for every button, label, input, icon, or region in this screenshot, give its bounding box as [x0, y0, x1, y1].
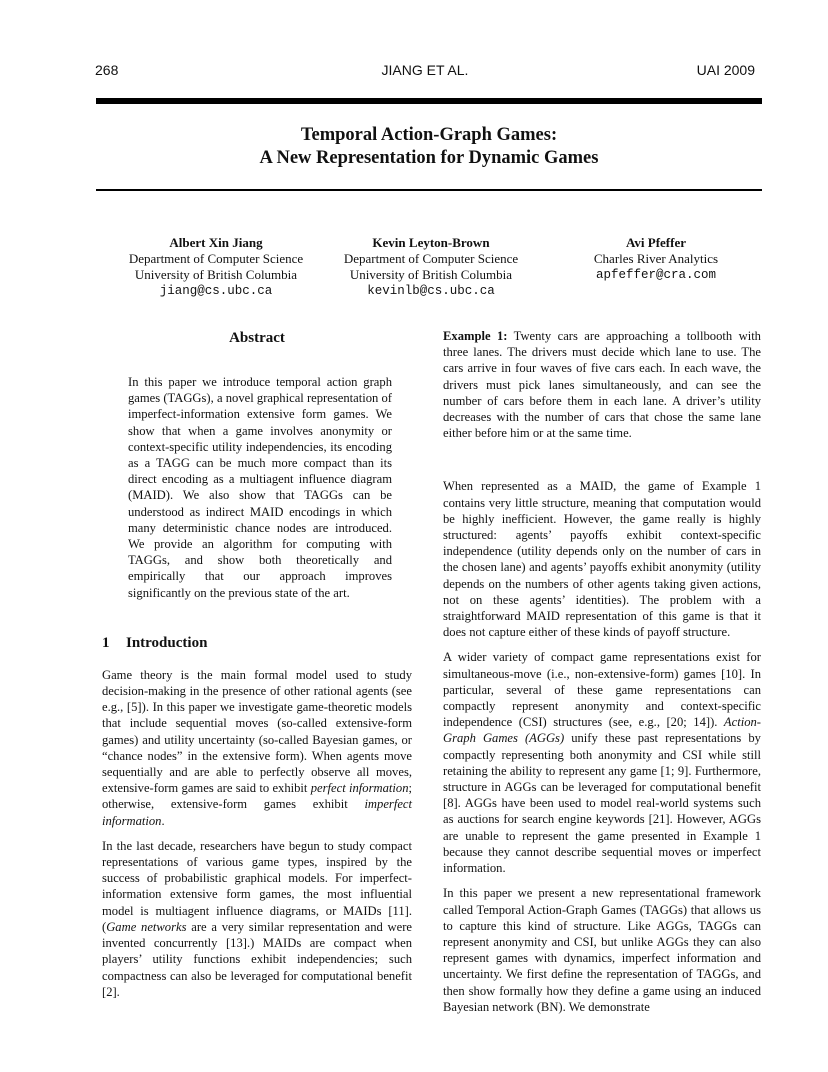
author-email: jiang@cs.ubc.ca: [159, 284, 273, 298]
intro-paragraph-2: In the last decade, researchers have begun to study compact representations of various game types, inspired by the success of probabilistic graphical models. For imperfect-information extensive form games, the most influential model is multiagent influence diagrams, or MAIDs [11]. (Game networks are a very similar representation and were invented concurrently [13].) MAIDs are compact when players’ utility functions exhibit independencies; such compactness can also be leveraged for computational benefit [2].: [102, 838, 412, 999]
paper-title: [96, 124, 762, 170]
title-line-2: A New Representation for Dynamic Games: [259, 148, 599, 168]
title-line-1: Temporal Action-Graph Games:: [300, 125, 558, 145]
page-number: 268: [95, 62, 119, 78]
author-2: [306, 235, 556, 299]
example-label: Example 1:: [443, 329, 508, 343]
left-column: [102, 328, 412, 1000]
intro-paragraph-1: Game theory is the main formal model used to study decision-making in the presence of other rational agents (see e.g., [5]). In this paper we investigate game-theoretic models that include sequential moves (so-called extensive-form games) and utility uncertainty (so-called Bayesian games, or “chance nodes” in the extensive form). When agents move sequentially and are able to perfectly observe all moves, extensive-form games are said to exhibit perfect information; otherwise, extensive-form games exhibit imperfect information.: [102, 667, 412, 828]
title-rule-bottom: [96, 189, 762, 191]
author-affiliation: Charles River Analytics: [593, 251, 719, 266]
title-rule-top: [96, 98, 762, 104]
section-title: Introduction: [126, 634, 208, 651]
author-3: [556, 235, 756, 283]
running-authors: JIANG ET AL.: [381, 62, 469, 78]
example-1: Example 1: Twenty cars are approaching a tollbooth with three lanes. The drivers must decide which lane to use. The cars arrive in four waves of five cars each. In each wave, the drivers must pick lanes simultaneously, and can see the number of cars before them in each lane. A driver’s utility decreases with the number of cars that chose the same lane either before him or at the same time.: [443, 329, 761, 441]
right-column: [443, 328, 761, 1015]
abstract-heading: Abstract: [229, 330, 285, 346]
running-header: [95, 62, 755, 82]
author-name: Avi Pfeffer: [625, 235, 687, 250]
author-dept: Department of Computer Science: [343, 251, 519, 266]
right-paragraph-1: When represented as a MAID, the game of Example 1 contains very little structure, meaning that computation would be highly inefficient. However, the game really is highly structured: agents’ payoffs exhibit context-specific independence (utility depends only on the number of cars in the chosen lane) and agents’ payoffs exhibit anonymity (utility depends on the numbers of other agents taking given actions, not on these agents’ identities). The problem with a straightforward MAID representation of this game is that it does not capture either of these kinds of payoff structure.: [443, 479, 761, 640]
right-paragraph-3: In this paper we present a new representational framework called Temporal Action-Graph Games (TAGGs) that allows us to capture this kind of structure. Like AGGs, TAGGs can represent anonymity and CSI, but unlike AGGs they can also represent games with dynamics, imperfect information and uncertainty. We first define the representation of TAGGs, and then show formally how they define a game using an induced Bayesian network (BN). We demonstrate: [443, 886, 761, 1014]
author-name: Kevin Leyton-Brown: [372, 235, 490, 250]
author-name: Albert Xin Jiang: [169, 235, 263, 250]
author-block: [96, 235, 762, 305]
author-affiliation: University of British Columbia: [349, 267, 513, 282]
author-email: kevinlb@cs.ubc.ca: [367, 284, 495, 298]
abstract-text: In this paper we introduce temporal action graph games (TAGGs), a novel graphical representation of imperfect-information extensive form games. We show that when a game involves anonymity or context-specific utility independencies, its encoding as a TAGG can be much more compact than its direct encoding as a multiagent influence diagram (MAID). We also show that TAGGs can be understood as indirect MAID encodings in which many deterministic chance nodes are introduced. We provide an algorithm for computing with TAGGs, and show both theoretically and empirically that our approach improves significantly on the previous state of the art.: [128, 375, 392, 600]
section-number: 1: [102, 634, 110, 651]
right-paragraph-2: A wider variety of compact game representations exist for simultaneous-move (i.e., non-extensive-form) games [10]. In particular, several of these game representations can compactly represent anonymity and context-specific independence (CSI) structures (see, e.g., [20; 14]). Action-Graph Games (AGGs) unify these past representations by compactly representing both anonymity and CSI while still retaining the ability to represent any game [1; 9]. Furthermore, structure in AGGs can be leveraged for computational benefit [8]. AGGs have been used to model real-world systems such as auctions for search engine keywords [21]. However, AGGs are unable to represent the game presented in Example 1 because they cannot describe sequential moves or imperfect information.: [443, 650, 761, 876]
section-heading: [102, 633, 412, 653]
author-dept: Department of Computer Science: [128, 251, 304, 266]
author-affiliation: University of British Columbia: [134, 267, 298, 282]
venue: UAI 2009: [696, 62, 755, 78]
author-email: apfeffer@cra.com: [595, 268, 717, 282]
author-1: [96, 235, 336, 299]
